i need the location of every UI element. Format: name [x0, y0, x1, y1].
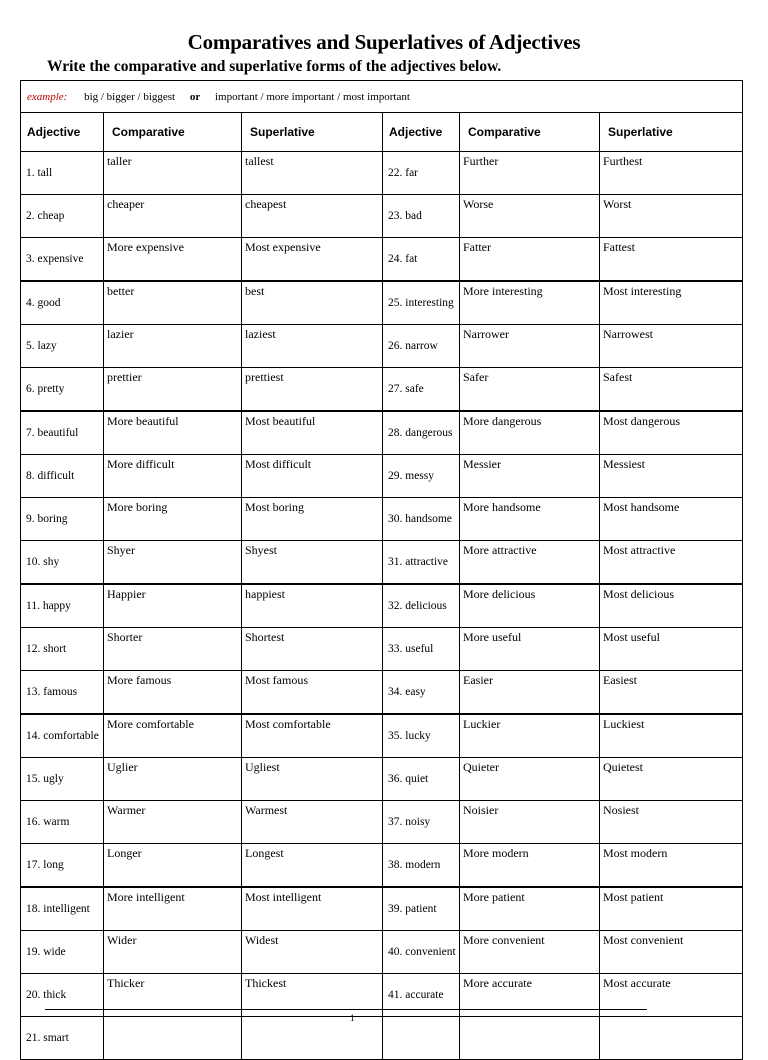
adjective-cell: 11. happy — [21, 584, 104, 628]
adjective-cell: 7. beautiful — [21, 411, 104, 455]
comparative-cell-right[interactable]: Fatter — [460, 238, 600, 282]
comparative-cell[interactable]: Wider — [104, 931, 242, 974]
superlative-cell[interactable]: Shyest — [242, 541, 383, 585]
comparative-cell-right[interactable]: Further — [460, 152, 600, 195]
comparative-cell[interactable]: lazier — [104, 325, 242, 368]
table-row — [21, 628, 743, 671]
adjective-cell-right: 24. fat — [383, 238, 460, 282]
superlative-cell[interactable]: Widest — [242, 931, 383, 974]
comparative-cell-right[interactable]: Messier — [460, 455, 600, 498]
example-label: example: — [27, 90, 68, 103]
superlative-cell-right[interactable]: Easiest — [600, 671, 743, 715]
superlative-cell-right[interactable]: Worst — [600, 195, 743, 238]
superlative-cell[interactable]: Ugliest — [242, 758, 383, 801]
instructions: Write the comparative and superlative forms of the adjectives below. — [47, 58, 502, 75]
table-row — [21, 584, 743, 628]
comparative-cell-right[interactable] — [460, 1017, 600, 1060]
header-adjective-right: Adjective — [383, 113, 460, 152]
comparative-cell-right[interactable]: More accurate — [460, 974, 600, 1017]
superlative-cell-right[interactable]: Most useful — [600, 628, 743, 671]
comparative-cell[interactable]: prettier — [104, 368, 242, 412]
superlative-cell-right[interactable]: Quietest — [600, 758, 743, 801]
comparative-cell-right[interactable]: More handsome — [460, 498, 600, 541]
superlative-cell-right[interactable] — [600, 1017, 743, 1060]
comparative-cell[interactable]: More expensive — [104, 238, 242, 282]
adjective-cell: 20. thick — [21, 974, 104, 1017]
adjective-cell: 4. good — [21, 281, 104, 325]
superlative-cell-right[interactable]: Most dangerous — [600, 411, 743, 455]
adjective-cell: 10. shy — [21, 541, 104, 585]
adjective-cell-right: 39. patient — [383, 887, 460, 931]
superlative-cell[interactable]: best — [242, 281, 383, 325]
adjective-cell: 19. wide — [21, 931, 104, 974]
superlative-cell[interactable]: laziest — [242, 325, 383, 368]
adjective-cell-right: 25. interesting — [383, 281, 460, 325]
adjective-cell: 21. smart — [21, 1017, 104, 1060]
adjective-cell-right: 27. safe — [383, 368, 460, 412]
superlative-cell-right[interactable]: Most attractive — [600, 541, 743, 585]
superlative-cell-right[interactable]: Messiest — [600, 455, 743, 498]
example-or: or — [189, 90, 201, 103]
superlative-cell[interactable]: cheapest — [242, 195, 383, 238]
header-superlative: Superlative — [242, 113, 383, 152]
comparative-cell[interactable]: More beautiful — [104, 411, 242, 455]
adjective-cell-right: 26. narrow — [383, 325, 460, 368]
header-row — [21, 113, 743, 152]
table-row — [21, 931, 743, 974]
superlative-cell-right[interactable]: Most patient — [600, 887, 743, 931]
superlative-cell-right[interactable]: Luckiest — [600, 714, 743, 758]
comparative-cell[interactable]: Shorter — [104, 628, 242, 671]
example-second: important / more important / most important — [215, 90, 410, 103]
table-row — [21, 541, 743, 585]
comparative-cell-right[interactable]: Safer — [460, 368, 600, 412]
adjective-cell: 17. long — [21, 844, 104, 888]
adjective-cell: 1. tall — [21, 152, 104, 195]
superlative-cell[interactable]: prettiest — [242, 368, 383, 412]
adjective-cell-right: 40. convenient — [383, 931, 460, 974]
adjective-cell-right: 30. handsome — [383, 498, 460, 541]
adjective-cell-right: 38. modern — [383, 844, 460, 888]
adjective-cell: 14. comfortable — [21, 714, 104, 758]
superlative-cell[interactable]: Most expensive — [242, 238, 383, 282]
superlative-cell-right[interactable]: Nosiest — [600, 801, 743, 844]
footer-rule — [45, 1009, 647, 1010]
header-comparative-right: Comparative — [460, 113, 600, 152]
table-row — [21, 152, 743, 195]
adjective-cell: 2. cheap — [21, 195, 104, 238]
adjective-cell-right: 36. quiet — [383, 758, 460, 801]
comparative-cell[interactable]: cheaper — [104, 195, 242, 238]
table-row — [21, 801, 743, 844]
comparative-cell-right[interactable]: More modern — [460, 844, 600, 888]
adjective-cell: 16. warm — [21, 801, 104, 844]
comparative-cell-right[interactable]: More useful — [460, 628, 600, 671]
adjective-cell-right: 32. delicious — [383, 584, 460, 628]
comparative-cell-right[interactable]: More interesting — [460, 281, 600, 325]
adjective-cell: 6. pretty — [21, 368, 104, 412]
adjective-table — [20, 80, 743, 1060]
comparative-cell[interactable]: Uglier — [104, 758, 242, 801]
comparative-cell-right[interactable]: Quieter — [460, 758, 600, 801]
table-row — [21, 844, 743, 888]
superlative-cell-right[interactable]: Fattest — [600, 238, 743, 282]
comparative-cell[interactable]: Longer — [104, 844, 242, 888]
adjective-cell: 15. ugly — [21, 758, 104, 801]
header-adjective: Adjective — [21, 113, 104, 152]
comparative-cell-right[interactable]: Noisier — [460, 801, 600, 844]
superlative-cell[interactable]: Thickest — [242, 974, 383, 1017]
header-comparative: Comparative — [104, 113, 242, 152]
superlative-cell-right[interactable]: Most modern — [600, 844, 743, 888]
adjective-cell-right: 37. noisy — [383, 801, 460, 844]
superlative-cell[interactable]: Warmest — [242, 801, 383, 844]
superlative-cell-right[interactable]: Most handsome — [600, 498, 743, 541]
comparative-cell-right[interactable]: Worse — [460, 195, 600, 238]
example-row — [21, 81, 743, 113]
page-title: Comparatives and Superlatives of Adjectives — [187, 30, 581, 54]
example-cell — [21, 81, 743, 113]
comparative-cell[interactable]: More intelligent — [104, 887, 242, 931]
adjective-cell-right: 31. attractive — [383, 541, 460, 585]
superlative-cell[interactable] — [242, 1017, 383, 1060]
table-row — [21, 974, 743, 1017]
table-row — [21, 325, 743, 368]
adjective-cell: 8. difficult — [21, 455, 104, 498]
comparative-cell-right[interactable]: More dangerous — [460, 411, 600, 455]
superlative-cell-right[interactable]: Narrowest — [600, 325, 743, 368]
superlative-cell-right[interactable]: Safest — [600, 368, 743, 412]
superlative-cell[interactable]: Most comfortable — [242, 714, 383, 758]
adjective-cell: 12. short — [21, 628, 104, 671]
table-row — [21, 281, 743, 325]
example-first: big / bigger / biggest — [84, 90, 176, 103]
adjective-cell-right: 34. easy — [383, 671, 460, 715]
superlative-cell[interactable]: happiest — [242, 584, 383, 628]
adjective-cell: 3. expensive — [21, 238, 104, 282]
superlative-cell-right[interactable]: Most convenient — [600, 931, 743, 974]
table-row — [21, 238, 743, 282]
table-row — [21, 368, 743, 412]
adjective-cell-right: 22. far — [383, 152, 460, 195]
superlative-cell[interactable]: Most famous — [242, 671, 383, 715]
comparative-cell[interactable] — [104, 1017, 242, 1060]
superlative-cell-right[interactable]: Most interesting — [600, 281, 743, 325]
adjective-cell-right: 41. accurate — [383, 974, 460, 1017]
superlative-cell-right[interactable]: Most accurate — [600, 974, 743, 1017]
superlative-cell-right[interactable]: Furthest — [600, 152, 743, 195]
adjective-cell: 9. boring — [21, 498, 104, 541]
adjective-cell: 5. lazy — [21, 325, 104, 368]
comparative-cell-right[interactable]: More convenient — [460, 931, 600, 974]
superlative-cell[interactable]: Shortest — [242, 628, 383, 671]
comparative-cell-right[interactable]: Narrower — [460, 325, 600, 368]
adjective-cell-right: 35. lucky — [383, 714, 460, 758]
comparative-cell[interactable]: Shyer — [104, 541, 242, 585]
table-row — [21, 671, 743, 715]
table-row — [21, 887, 743, 931]
adjective-cell-right: 33. useful — [383, 628, 460, 671]
comparative-cell[interactable]: More comfortable — [104, 714, 242, 758]
table-row — [21, 411, 743, 455]
comparative-cell[interactable]: taller — [104, 152, 242, 195]
superlative-cell-right[interactable]: Most delicious — [600, 584, 743, 628]
comparative-cell-right[interactable]: Luckier — [460, 714, 600, 758]
superlative-cell[interactable]: Most intelligent — [242, 887, 383, 931]
header-superlative-right: Superlative — [600, 113, 743, 152]
comparative-cell-right[interactable]: More patient — [460, 887, 600, 931]
comparative-cell[interactable]: More difficult — [104, 455, 242, 498]
comparative-cell[interactable]: Thicker — [104, 974, 242, 1017]
superlative-cell[interactable]: Longest — [242, 844, 383, 888]
superlative-cell[interactable]: Most beautiful — [242, 411, 383, 455]
table-row — [21, 195, 743, 238]
comparative-cell[interactable]: Happier — [104, 584, 242, 628]
table-row — [21, 714, 743, 758]
superlative-cell[interactable]: tallest — [242, 152, 383, 195]
superlative-cell[interactable]: Most boring — [242, 498, 383, 541]
adjective-cell-right: 28. dangerous — [383, 411, 460, 455]
superlative-cell[interactable]: Most difficult — [242, 455, 383, 498]
comparative-cell[interactable]: More boring — [104, 498, 242, 541]
table-row — [21, 758, 743, 801]
comparative-cell-right[interactable]: More attractive — [460, 541, 600, 585]
adjective-cell-right: 29. messy — [383, 455, 460, 498]
table-row — [21, 455, 743, 498]
comparative-cell[interactable]: Warmer — [104, 801, 242, 844]
table-row — [21, 1017, 743, 1060]
comparative-cell-right[interactable]: More delicious — [460, 584, 600, 628]
table-row — [21, 498, 743, 541]
comparative-cell-right[interactable]: Easier — [460, 671, 600, 715]
adjective-cell: 13. famous — [21, 671, 104, 715]
adjective-cell-right: 23. bad — [383, 195, 460, 238]
comparative-cell[interactable]: better — [104, 281, 242, 325]
comparative-cell[interactable]: More famous — [104, 671, 242, 715]
adjective-cell: 18. intelligent — [21, 887, 104, 931]
page-number: 1 — [350, 1013, 355, 1023]
adjective-cell-right — [383, 1017, 460, 1060]
